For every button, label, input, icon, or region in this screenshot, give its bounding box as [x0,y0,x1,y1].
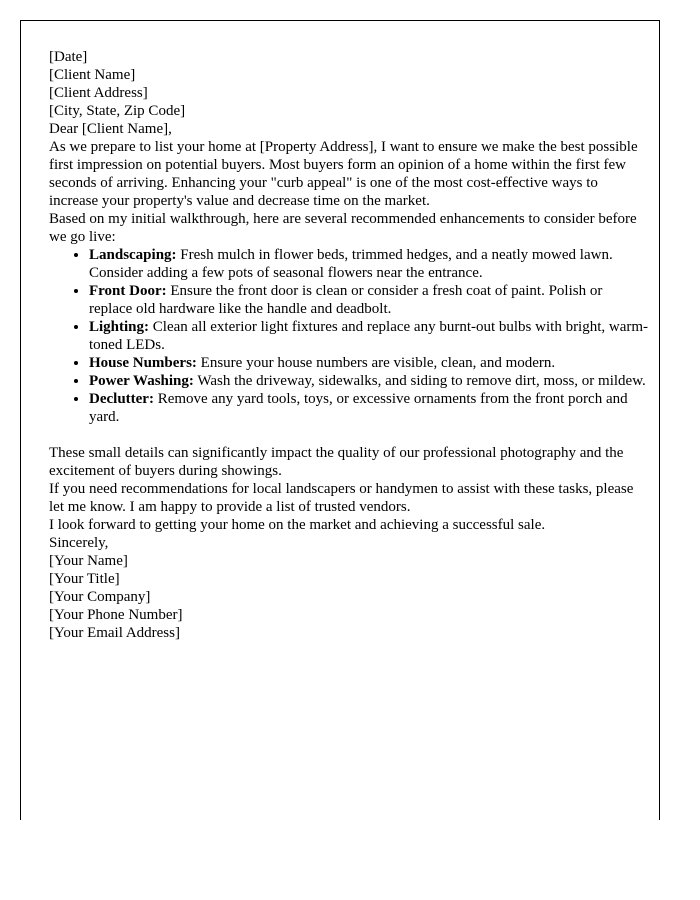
signoff: Sincerely, [49,535,109,551]
list-item [89,318,649,354]
list-item-term: Landscaping: [89,247,177,263]
sender-title: [Your Title] [49,571,120,587]
recipient-name: [Client Name] [49,67,136,83]
list-item-term: Declutter: [89,391,154,407]
sender-block [49,552,649,642]
list-item [89,390,649,426]
recipient-address: [Client Address] [49,85,148,101]
walkthrough-paragraph: Based on my initial walkthrough, here are several recommended enhancements to consider before we go live: [49,211,637,245]
details-paragraph: These small details can significantly impact the quality of our professional photography and the excitement of buyers during showings. [49,445,624,479]
list-item [89,282,649,318]
list-item-text: Clean all exterior light fixtures and replace any burnt-out bulbs with bright, warm-toned LEDs. [89,319,649,353]
vendors-paragraph: If you need recommendations for local landscapers or handymen to assist with these tasks, please let me know. I am happy to provide a list of trusted vendors. [49,481,634,515]
letter-date: [Date] [49,49,88,65]
list-item [89,372,649,390]
sender-email: [Your Email Address] [49,625,180,641]
recipient-block [49,66,649,120]
list-item-term: Power Washing: [89,373,194,389]
salutation: Dear [Client Name], [49,121,172,137]
intro-paragraph: As we prepare to list your home at [Property Address], I want to ensure we make the best possible first impression on potential buyers. Most buyers form an opinion of a home within the first few seconds of arriving. Enhancing your "curb appeal" is one of the most cost-effective ways to increase your property's value and decrease time on the market. [49,139,638,209]
sender-company: [Your Company] [49,589,151,605]
sender-phone: [Your Phone Number] [49,607,183,623]
list-item-text: Wash the driveway, sidewalks, and siding to remove dirt, moss, or mildew. [193,373,646,389]
list-item [89,246,649,282]
recommendations-list [49,246,649,426]
list-item [89,354,649,372]
list-item-text: Remove any yard tools, toys, or excessive ornaments from the front porch and yard. [89,391,628,425]
list-item-term: House Numbers: [89,355,197,371]
letter-page [20,20,660,820]
list-item-text: Fresh mulch in flower beds, trimmed hedges, and a neatly mowed lawn. Consider adding a few pots of seasonal flowers near the entrance. [89,247,613,281]
list-item-text: Ensure the front door is clean or consider a fresh coat of paint. Polish or replace old hardware like the handle and deadbolt. [89,283,603,317]
list-item-text: Ensure your house numbers are visible, clean, and modern. [196,355,556,371]
letter-body [49,48,649,642]
list-item-term: Lighting: [89,319,150,335]
sender-name: [Your Name] [49,553,128,569]
closing-paragraph: I look forward to getting your home on the market and achieving a successful sale. [49,517,546,533]
list-item-term: Front Door: [89,283,167,299]
recipient-city-state-zip: [City, State, Zip Code] [49,103,186,119]
